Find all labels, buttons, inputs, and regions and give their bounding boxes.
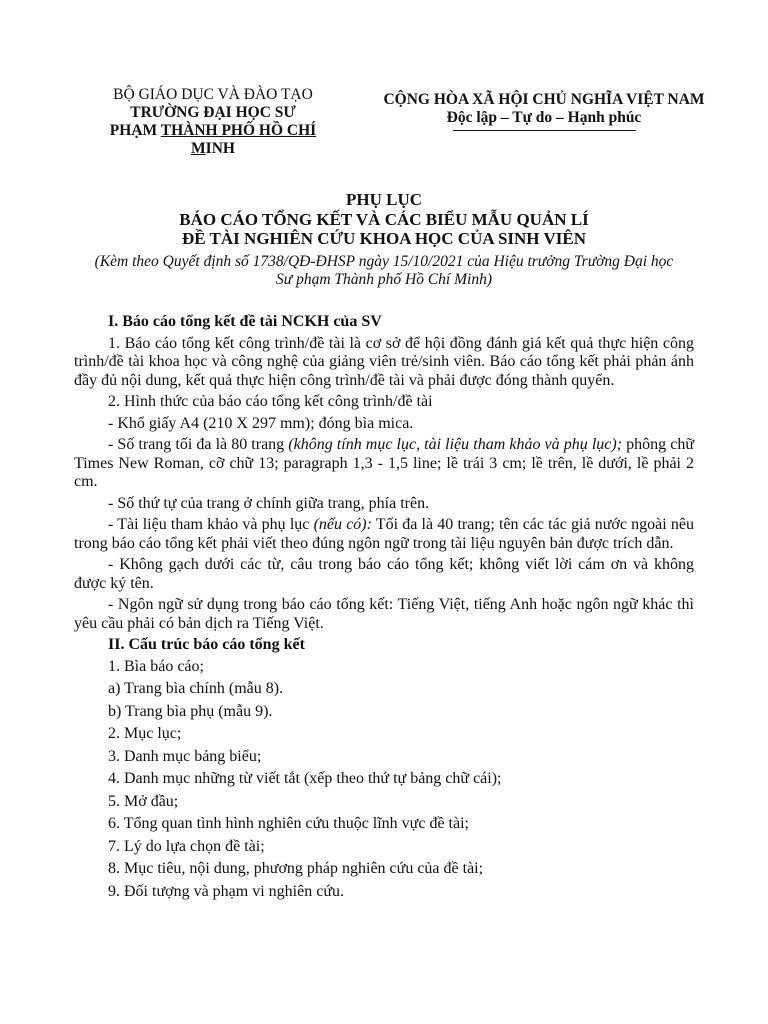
school-name-line3-part1: M (191, 140, 206, 157)
section1-heading: I. Báo cáo tổng kết đề tài NCKH của SV (108, 313, 382, 330)
motto-underline (453, 130, 636, 131)
p4-text-b: phông chữ Times New Roman, cỡ chữ 13; paragraph 1,3 - 1,5 line; lề trái 3 cm; lề trên, lề dưới, lề phải 2 cm. (74, 436, 695, 490)
structure-item: 2. Mục lục; (108, 725, 182, 742)
school-name-line3-part2: INH (205, 140, 235, 157)
p4-text-italic: (không tính mục lục, tài liệu tham khảo và phụ lục); (288, 436, 623, 453)
school-name-line1: TRƯỜNG ĐẠI HỌC SƯ (130, 104, 296, 121)
section1-paragraph-2: 2. Hình thức của báo cáo tổng kết công trình/đề tài (108, 393, 433, 410)
section1-paragraph-8: - Ngôn ngữ sử dụng trong báo cáo tổng kết: Tiếng Việt, tiếng Anh hoặc ngôn ngữ khác thì yêu cầu phải có bản dịch ra Tiếng Việt. (74, 596, 694, 632)
structure-item: 7. Lý do lựa chọn đề tài; (108, 837, 265, 855)
title-line2: ĐỀ TÀI NGHIÊN CỨU KHOA HỌC CỦA SINH VIÊN (182, 229, 586, 248)
document-title-block (60, 190, 708, 289)
p4-text-a: - Số trang tối đa là 80 trang (108, 436, 289, 453)
school-name-line2-part2: THÀNH PHỐ HỒ CHÍ (160, 122, 317, 139)
section1-paragraph-7: - Không gạch dưới các từ, câu trong báo cáo tổng kết; không viết lời cám ơn và không được ký tên. (74, 556, 694, 592)
national-motto: Độc lập – Tự do – Hạnh phúc (446, 109, 642, 126)
issuing-agency-header (98, 86, 328, 158)
title-line1: BÁO CÁO TỔNG KẾT VÀ CÁC BIỂU MẪU QUẢN LÍ (179, 209, 589, 229)
structure-item: b) Trang bìa phụ (mẫu 9). (108, 702, 273, 720)
document-body (74, 313, 694, 904)
school-name-line2 (98, 122, 328, 140)
p6-text-a: - Tài liệu tham khảo và phụ lục (108, 516, 314, 533)
structure-item: 4. Danh mục những từ viết tắt (xếp theo thứ tự bảng chữ cái); (108, 770, 502, 787)
national-header (362, 91, 726, 131)
p6-text-b: Tối đa là 40 trang; tên các tác giả nước ngoài nêu trong báo cáo tổng kết phải viết theo đúng ngôn ngữ trong tài liệu nguyên bản được trích dẫn. (74, 516, 695, 552)
structure-item: 1. Bìa báo cáo; (108, 657, 204, 675)
structure-item: 8. Mục tiêu, nội dung, phương pháp nghiên cứu của đề tài; (108, 860, 484, 877)
ministry-name: BỘ GIÁO DỤC VÀ ĐÀO TẠO (113, 86, 313, 103)
structure-item: 3. Danh mục bảng biểu; (108, 747, 262, 765)
structure-item: 6. Tổng quan tình hình nghiên cứu thuộc lĩnh vực đề tài; (108, 815, 469, 832)
section1-paragraph-5: - Số thứ tự của trang ở chính giữa trang, phía trên. (108, 494, 430, 512)
section1-paragraph-4 (74, 436, 694, 492)
section2-heading: II. Cấu trúc báo cáo tổng kết (108, 636, 305, 653)
decision-note-line2: Sư phạm Thành phố Hồ Chí Minh) (276, 270, 492, 288)
section1-paragraph-6 (74, 516, 694, 553)
p6-text-italic: (nếu có): (313, 516, 372, 533)
appendix-title: PHỤ LỤC (345, 190, 423, 209)
decision-note (60, 253, 708, 289)
section1-paragraph-1: 1. Báo cáo tổng kết công trình/đề tài là cơ sở để hội đồng đánh giá kết quả thực hiện công trình/đề tài khoa học và công nghệ của giảng viên trẻ/sinh viên. Báo cáo tổng kết phải phản ánh đầy đủ nội dung, kết quả thực hiện công trình/đề tài và phải được đóng thành quyển. (74, 334, 694, 389)
section1-paragraph-3: - Khổ giấy A4 (210 X 297 mm); đóng bìa mica. (108, 414, 414, 432)
decision-note-line1: (Kèm theo Quyết định số 1738/QĐ-ĐHSP ngày 15/10/2021 của Hiệu trưởng Trường Đại học (94, 252, 674, 270)
country-name: CỘNG HÒA XÃ HỘI CHỦ NGHĨA VIỆT NAM (383, 91, 705, 108)
school-name-line2-part1: PHẠM (109, 122, 161, 139)
structure-item: a) Trang bìa chính (mẫu 8). (108, 680, 284, 697)
structure-item: 9. Đối tượng và phạm vi nghiên cứu. (108, 882, 344, 900)
structure-item: 5. Mở đầu; (108, 792, 179, 810)
school-name-line3 (98, 140, 328, 158)
